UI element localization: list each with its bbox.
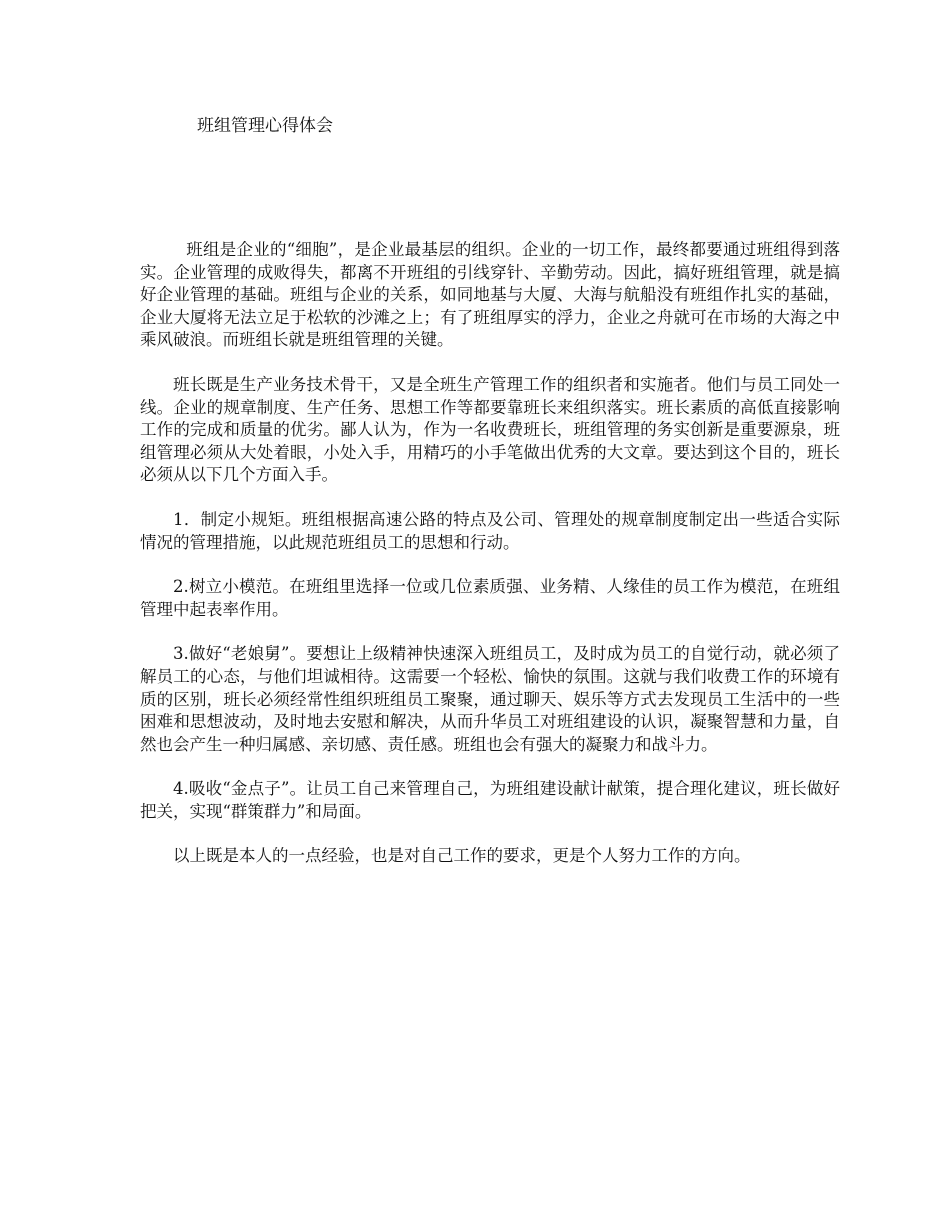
document-body bbox=[140, 239, 840, 890]
document-title: 班组管理心得体会 bbox=[197, 116, 333, 136]
paragraph-point-1: 1．制定小规矩。班组根据高速公路的特点及公司、管理处的规章制度制定出一些适合实际情况的管理措施，以此规范班组员工的思想和行动。 bbox=[140, 509, 840, 552]
paragraph-point-3: 3.做好“老娘舅”。要想让上级精神快速深入班组员工，及时成为员工的自觉行动，就必须了解员工的心态，与他们坦诚相待。这需要一个轻松、愉快的氛围。这就与我们收费工作的环境有质的区别，班长必须经常性组织班组员工聚聚，通过聊天、娱乐等方式去发现员工生活中的一些困难和思想波动，及时地去安慰和解决，从而升华员工对班组建设的认识，凝聚智慧和力量，自然也会产生一种归属感、亲切感、责任感。班组也会有强大的凝聚力和战斗力。 bbox=[140, 644, 840, 754]
paragraph-point-2: 2.树立小模范。在班组里选择一位或几位素质强、业务精、人缘佳的员工作为模范，在班组管理中起表率作用。 bbox=[140, 577, 840, 619]
paragraph-point-4: 4.吸收“金点子”。让员工自己来管理自己，为班组建设献计献策，提合理化建议，班长做好把关，实现“群策群力”和局面。 bbox=[140, 779, 840, 821]
paragraph-team-leader: 班长既是生产业务技术骨干，又是全班生产管理工作的组织者和实施者。他们与员工同处一线。企业的规章制度、生产任务、思想工作等都要靠班长来组织落实。班长素质的高低直接影响工作的完成和质量的优劣。鄙人认为，作为一名收费班长，班组管理的务实创新是重要源泉，班组管理必须从大处着眼，小处入手，用精巧的小手笔做出优秀的大文章。要达到这个目的，班长必须从以下几个方面入手。 bbox=[140, 374, 840, 485]
paragraph-conclusion: 以上既是本人的一点经验，也是对自己工作的要求，更是个人努力工作的方向。 bbox=[173, 846, 751, 866]
paragraph-intro: 班组是企业的“细胞”，是企业最基层的组织。企业的一切工作，最终都要通过班组得到落实。企业管理的成败得失，都离不开班组的引线穿针、辛勤劳动。因此，搞好班组管理，就是搞好企业管理的基础。班组与企业的关系，如同地基与大厦、大海与航船没有班组作扎实的基础，企业大厦将无法立足于松软的沙滩之上；有了班组厚实的浮力，企业之舟就可在市场的大海之中乘风破浪。而班组长就是班组管理的关键。 bbox=[140, 240, 840, 350]
